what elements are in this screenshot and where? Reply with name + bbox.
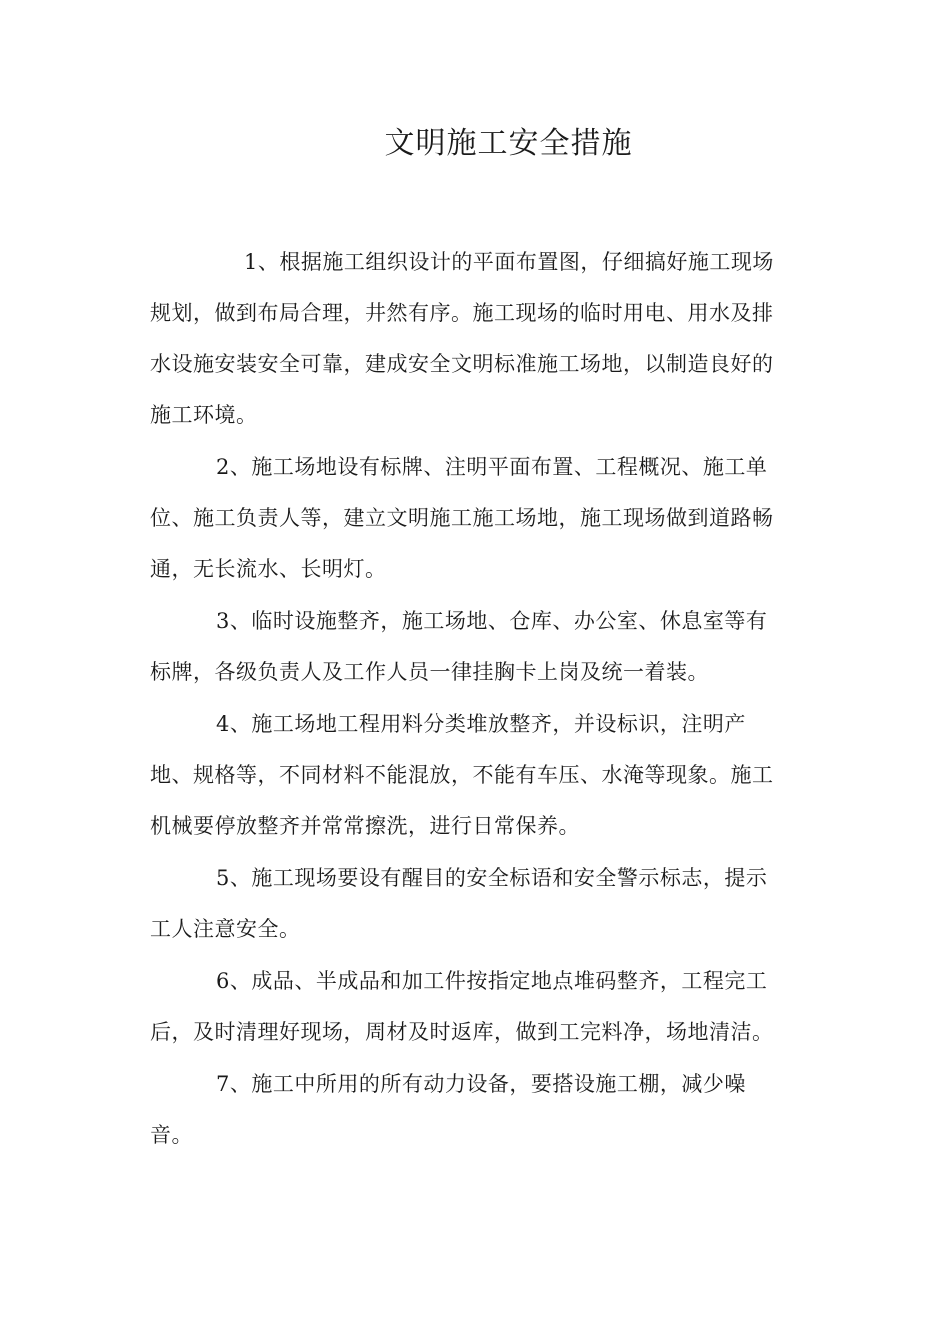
paragraph-6-line-2: 后，及时清理好现场，周材及时返库，做到工完料净，场地清洁。 bbox=[150, 1020, 774, 1044]
paragraph-4-line-3: 机械要停放整齐并常常擦洗，进行日常保养。 bbox=[150, 814, 580, 838]
paragraph-2-line-2: 位、施工负责人等，建立文明施工施工场地，施工现场做到道路畅 bbox=[150, 506, 774, 530]
paragraph-1-line-2: 规划，做到布局合理，井然有序。施工现场的临时用电、用水及排 bbox=[150, 301, 774, 325]
paragraph-3-line-2: 标牌，各级负责人及工作人员一律挂胸卡上岗及统一着装。 bbox=[150, 660, 709, 684]
paragraph-5-line-1: 5、施工现场要设有醒目的安全标语和安全警示标志，提示 bbox=[216, 866, 768, 890]
paragraph-6-line-1: 6、成品、半成品和加工件按指定地点堆码整齐，工程完工 bbox=[216, 969, 768, 993]
paragraph-2-line-3: 通，无长流水、长明灯。 bbox=[150, 557, 387, 581]
paragraph-4-line-2: 地、规格等，不同材料不能混放，不能有车压、水淹等现象。施工 bbox=[150, 763, 774, 787]
paragraph-1-line-1: 1、根据施工组织设计的平面布置图，仔细搞好施工现场 bbox=[244, 250, 774, 274]
paragraph-7-line-2: 音。 bbox=[150, 1123, 193, 1147]
paragraph-4-line-1: 4、施工场地工程用料分类堆放整齐，并设标识，注明产 bbox=[216, 712, 746, 736]
paragraph-1-line-4: 施工环境。 bbox=[150, 403, 258, 427]
paragraph-3-line-1: 3、临时设施整齐，施工场地、仓库、办公室、休息室等有 bbox=[216, 609, 768, 633]
paragraph-5-line-2: 工人注意安全。 bbox=[150, 917, 301, 941]
paragraph-1-line-3: 水设施安装安全可靠，建成安全文明标准施工场地，以制造良好的 bbox=[150, 352, 774, 376]
document-title: 文明施工安全措施 bbox=[384, 126, 633, 161]
paragraph-7-line-1: 7、施工中所用的所有动力设备，要搭设施工棚，减少噪 bbox=[216, 1072, 746, 1096]
paragraph-2-line-1: 2、施工场地设有标牌、注明平面布置、工程概况、施工单 bbox=[216, 455, 768, 479]
